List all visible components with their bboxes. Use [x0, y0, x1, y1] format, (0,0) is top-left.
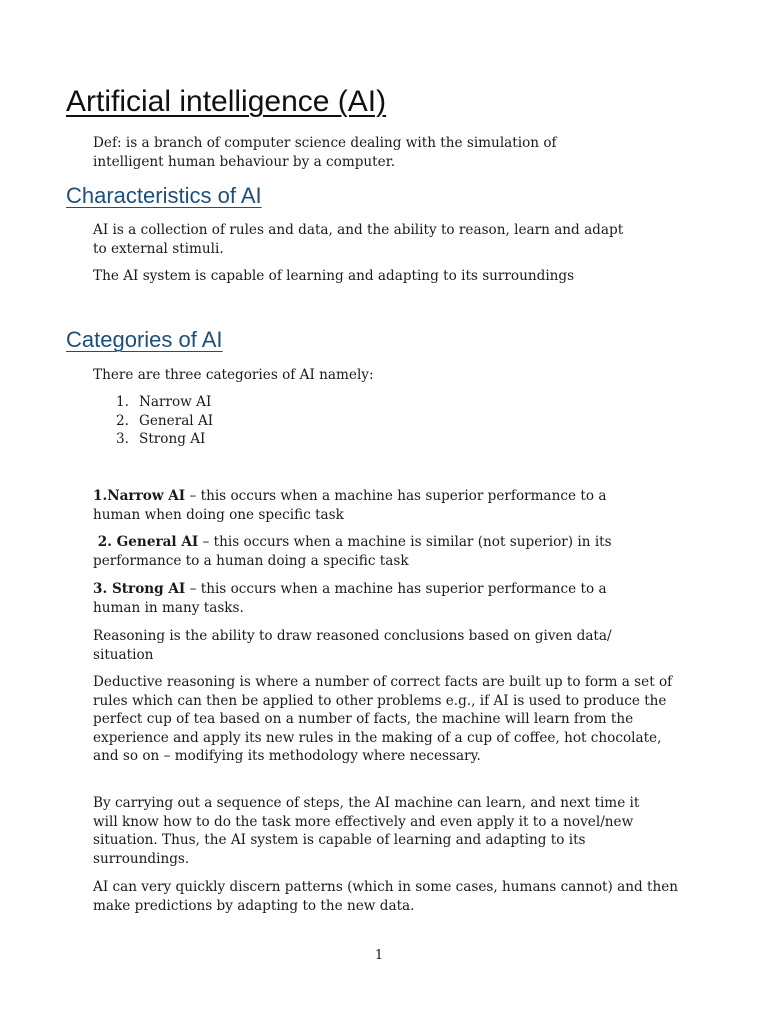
narrow-ai-prefix: 1.	[93, 488, 108, 504]
list-item-number: 2.	[116, 412, 129, 429]
strong-ai-prefix: 3.	[93, 581, 112, 597]
strong-ai-text: – this occurs when a machine has superior performance to a human in many tasks.	[93, 581, 607, 616]
page-number: 1	[374, 948, 384, 963]
narrow-ai-text: – this occurs when a machine has superior performance to a human when doing one specific task	[93, 488, 607, 523]
general-ai-paragraph	[93, 533, 663, 570]
characteristics-paragraph-2: The AI system is capable of learning and adapting to its surroundings	[93, 268, 575, 284]
general-ai-prefix: 2.	[93, 534, 117, 550]
sequence-paragraph: By carrying out a sequence of steps, the AI machine can learn, and next time it will know how to do the task more effectively and even apply it to a novel/new situation. Thus, the AI system is capable of learning and adapting to its surroundings.	[93, 795, 640, 867]
general-ai-term: General AI	[116, 534, 199, 550]
definition-paragraph: Def: is a branch of computer science dealing with the simulation of intelligent human behaviour by a computer.	[93, 135, 557, 170]
general-ai-text: – this occurs when a machine is similar (not superior) in its performance to a human doing a specific task	[93, 534, 612, 569]
list-item	[93, 393, 213, 412]
categories-heading: Categories of AI	[66, 327, 223, 352]
list-item	[93, 412, 213, 431]
characteristics-heading: Characteristics of AI	[66, 183, 262, 208]
list-item-number: 1.	[116, 394, 129, 410]
strong-ai-paragraph	[93, 580, 658, 617]
narrow-ai-term: Narrow AI	[107, 488, 186, 504]
deductive-reasoning-paragraph: Deductive reasoning is where a number of correct facts are built up to form a set of rules which can then be applied to other problems e.g., if AI is used to produce the perfect cup of tea based on a number of facts, the machine will learn from the experience and apply its new rules in the making of a cup of coffee, hot chocolate, and so on – modifying its methodology where necessary.	[93, 674, 673, 765]
categories-intro: There are three categories of AI namely:	[93, 367, 374, 383]
reasoning-paragraph: Reasoning is the ability to draw reasoned conclusions based on given data/ situation	[93, 628, 612, 663]
list-item-label: Narrow AI	[139, 394, 212, 410]
page-title: Artificial intelligence (AI)	[66, 85, 387, 118]
list-item	[93, 430, 213, 449]
strong-ai-term: Strong AI	[111, 581, 186, 597]
characteristics-paragraph-1: AI is a collection of rules and data, and the ability to reason, learn and adapt to external stimuli.	[93, 222, 624, 257]
list-item-label: General AI	[139, 412, 214, 429]
list-item-label: Strong AI	[139, 431, 206, 448]
narrow-ai-paragraph	[93, 487, 658, 524]
patterns-paragraph: AI can very quickly discern patterns (which in some cases, humans cannot) and then make predictions by adapting to the new data.	[93, 879, 678, 914]
categories-list	[93, 393, 213, 449]
list-item-number: 3.	[116, 431, 129, 448]
